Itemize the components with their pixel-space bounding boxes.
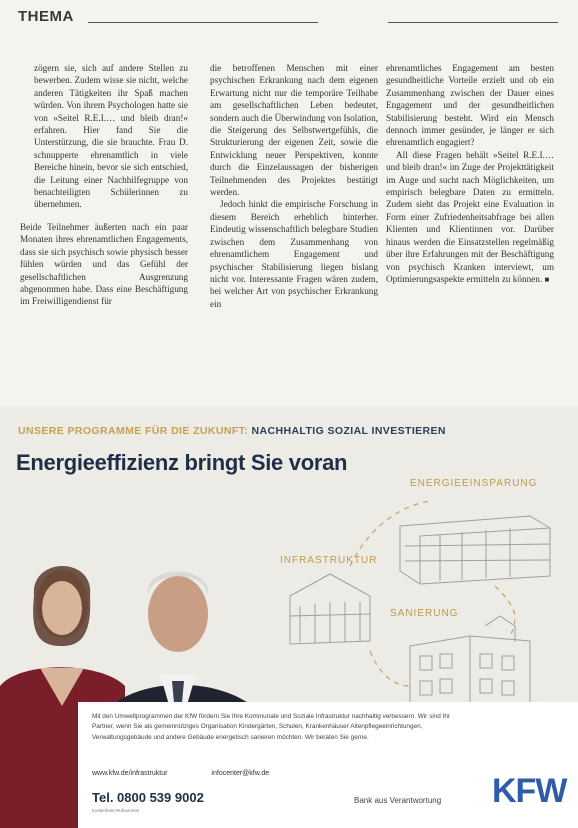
sketch-label-infrastructure: INFRASTRUKTUR xyxy=(280,555,378,566)
article-column-3 xyxy=(386,62,554,286)
email-link[interactable]: infocenter@kfw.de xyxy=(211,770,270,777)
article-paragraph-text: All diese Fragen behält »Seitel R.E.I.… und bleib dran!« im Zuge der Projekttätigkeit im Auge und sucht nach Möglichkeiten, um empirisch belegbare Daten zu ermitteln. Zudem sieht das Projekt eine Evaluation in Form einer Zufriedenheitsabfrage bei allen Klienten und Klientinnen vor. Darüber hinaus werden die Einsatzstellen regelmäßig über ihre Erfahrungen mit der Beschäftigung von psychisch Kranken interviewt, um Optimierungsaspekte ermitteln zu können. xyxy=(386,149,554,284)
article-column-1 xyxy=(20,62,188,308)
ad-phone-subtext: Kostenfreie Rufnummer xyxy=(92,808,140,813)
kfw-advertisement xyxy=(0,406,578,828)
article-paragraph: Beide Teilnehmer äußerten nach ein paar Monaten ihres ehrenamtlichen Engagements, dass sie sich psychisch sowie physisch besser fühlen würden und das Gefühl der gesellschaftlichen Ausgrenzung abgenommen habe. Dass eine Beschäftigung im Freiwilligendienst für xyxy=(20,221,188,307)
tagline-part-2: NACHHALTIG SOZIAL INVESTIEREN xyxy=(251,425,446,437)
kfw-logo: KFW xyxy=(492,772,567,810)
article-paragraph: ehrenamtliches Engagement am besten gesundheitliche Vorteile erzielt und ob ein Zusammenhang zwischen der Dauer eines Engagement und der gesundheitlichen Stabilisierung besteht. Wird ein Mensch dennoch immer gesünder, je länger er sich ehrenamtlich engagiert? xyxy=(386,63,554,148)
sketch-label-renovation: SANIERUNG xyxy=(390,608,459,619)
tagline-part-1: UNSERE PROGRAMME FÜR DIE ZUKUNFT: xyxy=(18,425,249,437)
ad-slogan: Bank aus Verantwortung xyxy=(354,796,442,805)
article-paragraph: Jedoch hinkt die empirische Forschung in diesem Bereich erheblich hinterher. Eindeutig wissenschaftlich belegbare Studien zwischen dem Zusammenhang von ehrenamtlichem Engagement und psychischer Stabilisierung liegen bislang nicht vor. Interessante Fragen wären zudem, bei welcher Art von psychischer Erkrankung ein xyxy=(210,199,378,309)
section-header xyxy=(18,8,558,28)
sketch-label-energy: ENERGIEEINSPARUNG xyxy=(410,478,538,489)
ad-body-text: Mit den Umweltprogrammen der KfW fördern Sie Ihre Kommunale und Soziale Infrastruktur nachhaltig verbessern. Wir sind Ihr Partner, wenn Sie als gemeinnütziges Organisation Kindergärten, Schulen, Krankenhäuser Altenpflegeeinrichtungen, Verwaltungsgebäude und andere Gebäude energetisch sanieren möchten. Wir beraten Sie gerne. xyxy=(92,713,451,741)
ad-tagline xyxy=(18,425,446,437)
ad-headline: Energieeffizienz bringt Sie voran xyxy=(16,450,348,475)
section-label: THEMA xyxy=(18,8,74,25)
article-paragraph: zögern sie, sich auf andere Stellen zu bewerben. Zudem wisse sie nicht, welche anderen Tätigkeiten ihr Spaß machen würden. Von ihrem Psychologen hatte sie von »Seitel R.E.I.… und bleib dran!« erfahren. Hier fand Sie die Unterstützung, die sie brauchte. Frau D. schnupperte ehrenamtlich in viele Bereiche hinein, bevor sie sich entschied, die Leitung einer Nachhilfegruppe von benachteiligten Schülerinnen zu übernehmen. xyxy=(34,63,188,210)
header-rule xyxy=(88,22,318,23)
ad-info-box xyxy=(78,702,578,828)
ad-phone: Tel. 0800 539 9002 xyxy=(92,790,204,805)
article-paragraph xyxy=(386,149,554,286)
website-link[interactable]: www.kfw.de/infrastruktur xyxy=(92,770,168,777)
header-rule xyxy=(388,22,558,23)
end-mark-icon: ■ xyxy=(544,274,550,284)
article-column-2 xyxy=(210,62,378,310)
article-paragraph: die betroffenen Menschen mit einer psychischen Erkrankung nach dem eigenen Erwartung nicht nur die temporäre Teilhabe am gesellschaftlichen Leben bedeutet, sondern auch die Überwindung von Isolation, die Steigerung des Selbstwertgefühls, die Strukturierung der eigenen Zeit, sowie die Entwicklung neuer Perspektiven, konnte durch die Einzelaussagen der bisherigen Teilnehmenden des Projektes bestätigt werden. xyxy=(210,63,378,198)
ad-contact-links xyxy=(92,770,311,777)
